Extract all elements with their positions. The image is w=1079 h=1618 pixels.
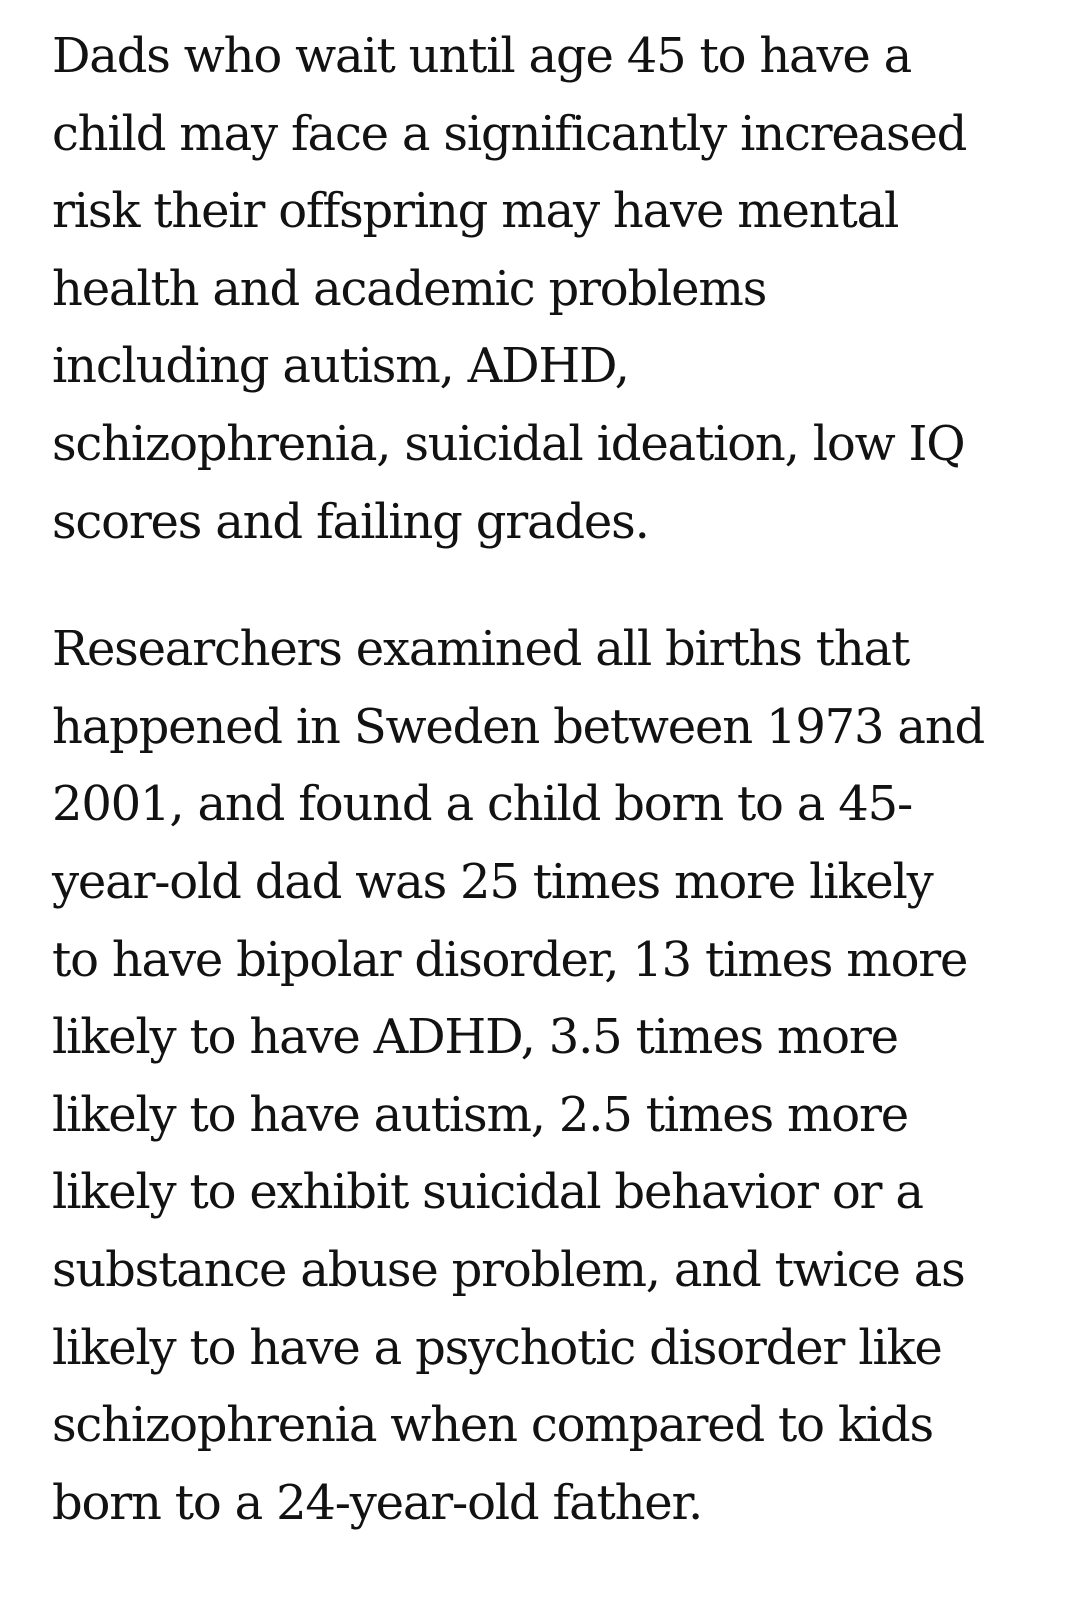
paragraph-line: likely to have ADHD, 3.5 times more — [52, 1009, 898, 1066]
paragraph-line: schizophrenia, suicidal ideation, low IQ — [52, 415, 965, 472]
paragraph-line: born to a 24-year-old father. — [52, 1474, 703, 1531]
paragraph-line: 2001, and found a child born to a 45- — [52, 776, 912, 833]
paragraph-line: substance abuse problem, and twice as — [52, 1241, 965, 1298]
paragraph-line: likely to have autism, 2.5 times more — [52, 1086, 908, 1143]
paragraph-line: scores and failing grades. — [52, 493, 649, 550]
paragraph-line: schizophrenia when compared to kids — [52, 1397, 933, 1454]
paragraph-line: child may face a significantly increased — [52, 105, 967, 162]
article-body — [52, 18, 1052, 1542]
paragraph-line: Researchers examined all births that — [52, 621, 910, 678]
paragraph-line: Dads who wait until age 45 to have a — [52, 28, 912, 84]
paragraph-line: likely to exhibit suicidal behavior or a — [52, 1164, 923, 1221]
paragraph-line: likely to have a psychotic disorder like — [52, 1319, 942, 1376]
paragraph-line: health and academic problems — [52, 260, 767, 317]
paragraph-1 — [52, 18, 1052, 561]
paragraph-line: happened in Sweden between 1973 and — [52, 698, 985, 755]
paragraph-line: to have bipolar disorder, 13 times more — [52, 931, 968, 988]
paragraph-line: risk their offspring may have mental — [52, 183, 899, 240]
paragraph-line: including autism, ADHD, — [52, 338, 629, 395]
paragraph-line: year-old dad was 25 times more likely — [52, 853, 933, 910]
paragraph-2 — [52, 611, 1052, 1542]
